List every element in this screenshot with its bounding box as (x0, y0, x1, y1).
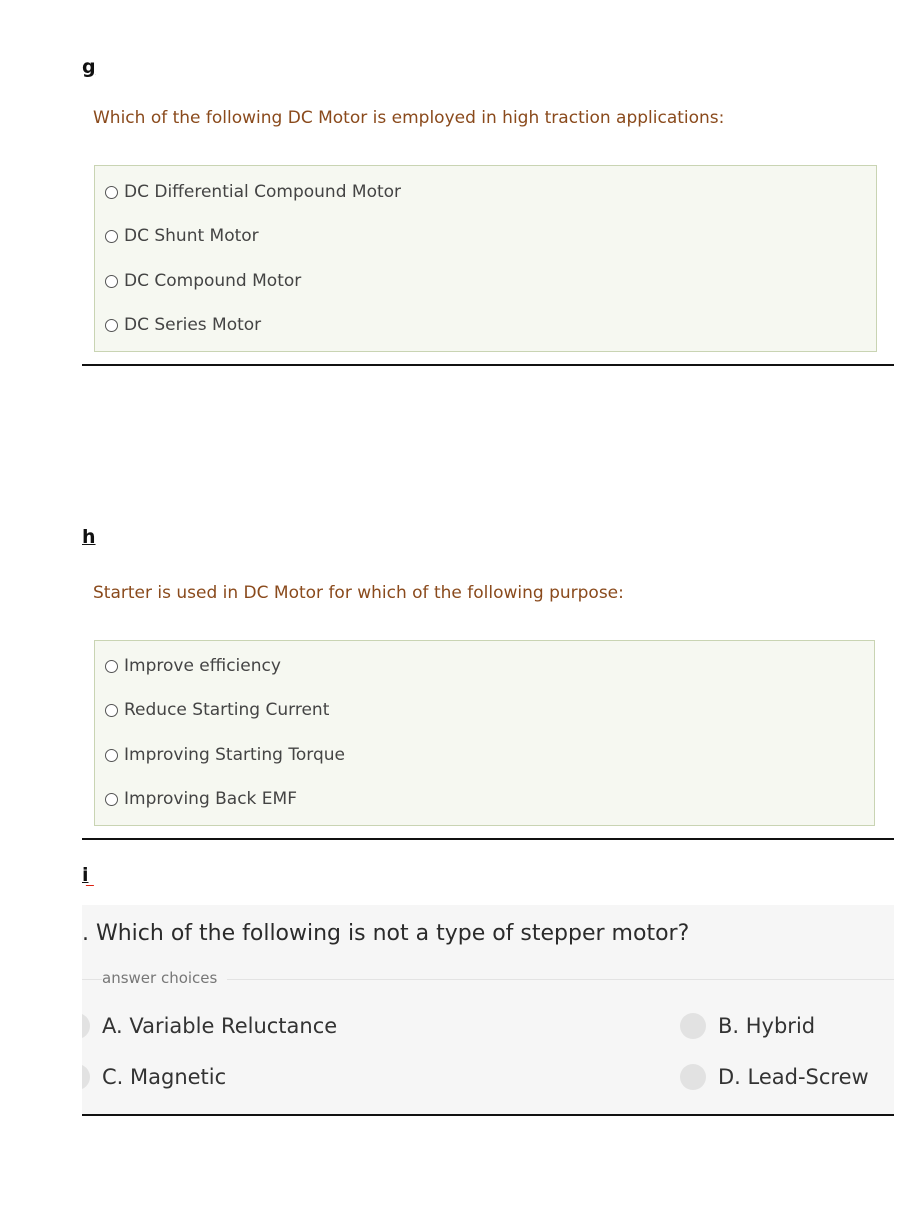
option-h-4[interactable] (105, 789, 297, 809)
radio-icon[interactable] (82, 1064, 90, 1090)
options-box-h (94, 640, 875, 826)
choice-a[interactable] (82, 1013, 337, 1039)
radio-icon[interactable] (105, 793, 118, 806)
section-letter-g: g (82, 56, 96, 78)
choice-c[interactable] (82, 1064, 226, 1090)
question-h: Starter is used in DC Motor for which of the following purpose: (93, 583, 624, 603)
radio-icon[interactable] (105, 319, 118, 332)
divider (82, 1114, 894, 1116)
option-g-4[interactable] (105, 315, 261, 335)
option-label: Improving Back EMF (124, 789, 297, 809)
radio-icon[interactable] (105, 275, 118, 288)
choice-d[interactable] (680, 1064, 869, 1090)
section-letter-i: i (82, 864, 89, 886)
section-letter-h: h (82, 526, 96, 548)
radio-icon[interactable] (82, 1013, 90, 1039)
radio-icon[interactable] (105, 660, 118, 673)
option-g-1[interactable] (105, 182, 401, 202)
option-label: Improve efficiency (124, 656, 281, 676)
option-label: Improving Starting Torque (124, 745, 345, 765)
option-h-1[interactable] (105, 656, 281, 676)
radio-icon[interactable] (105, 230, 118, 243)
radio-icon[interactable] (680, 1064, 706, 1090)
question-g: Which of the following DC Motor is employed in high traction applications: (93, 108, 725, 128)
quiz-panel (82, 905, 894, 1115)
option-label: DC Compound Motor (124, 271, 302, 291)
question-i: . Which of the following is not a type of stepper motor? (82, 921, 690, 946)
option-h-2[interactable] (105, 700, 329, 720)
choice-b[interactable] (680, 1013, 815, 1039)
radio-icon[interactable] (105, 749, 118, 762)
option-label: DC Differential Compound Motor (124, 182, 402, 202)
option-h-3[interactable] (105, 745, 345, 765)
options-box-g (94, 165, 877, 352)
radio-icon[interactable] (105, 704, 118, 717)
answer-choices-label: answer choices (102, 969, 227, 987)
divider (82, 364, 894, 366)
option-g-3[interactable] (105, 271, 301, 291)
radio-icon[interactable] (680, 1013, 706, 1039)
option-label: Reduce Starting Current (124, 700, 330, 720)
choice-label: C. Magnetic (102, 1065, 227, 1089)
choice-label: A. Variable Reluctance (102, 1014, 338, 1038)
spellcheck-underline (86, 879, 97, 886)
divider (82, 838, 894, 840)
choice-label: B. Hybrid (718, 1014, 816, 1038)
option-label: DC Series Motor (124, 315, 262, 335)
option-label: DC Shunt Motor (124, 226, 259, 246)
choice-label: D. Lead-Screw (718, 1065, 869, 1089)
option-g-2[interactable] (105, 226, 259, 246)
radio-icon[interactable] (105, 186, 118, 199)
